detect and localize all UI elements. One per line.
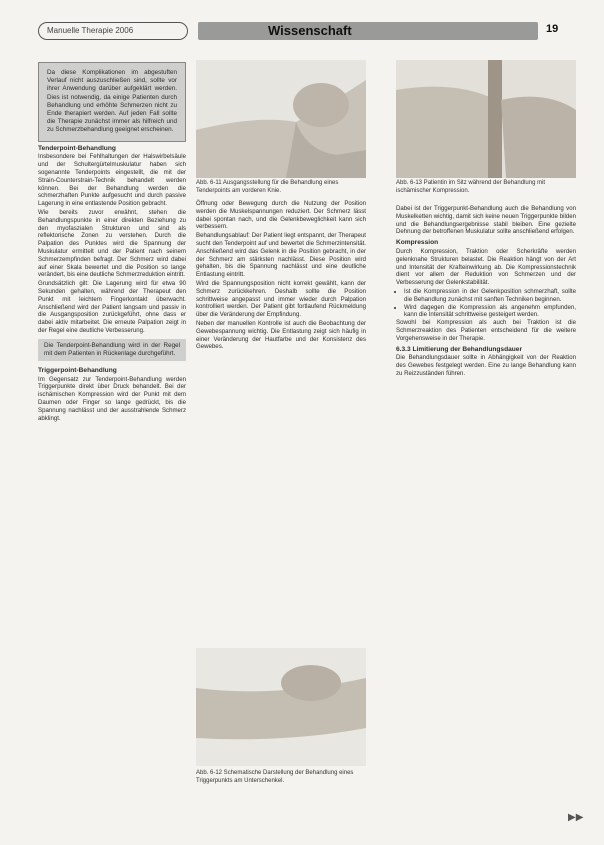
continue-arrows-icon: ▶▶ [568,812,584,823]
heading-limitierung: 6.3.3 Limitierung der Behandlungsdauer [396,345,523,353]
figure-caption-3: Abb. 6-13 Patientin im Sitz während der Behandlung mit ischämischer Kompression. [396,180,546,194]
photo-shoulder [396,60,576,178]
paragraph: Dabei ist der Triggerpunkt-Behandlung auch die Behandlung von Muskelketten wichtig, damit sich keine neuen Triggerpunkte bilden und die Behandlungsergebnisse stabil bleiben. Eine gezielte Dehnung der betroffenen Muskulatur sollte anschließend erfolgen. [396,205,576,236]
paragraph: Durch Kompression, Traktion oder Scherkräfte werden gelenknahe Strukturen belastet. Die Reaktion hängt von der Art und Intensität der Krafteinwirkung ab. Die Kompressionstechnik dient vor allem der Reduktion von Schmerzen und der Verbesserung der Gelenkstabilität. [396,247,576,287]
paragraph: Behandlungsablauf: Der Patient liegt entspannt, der Therapeut sucht den Tenderpoint auf und bewertet die Schmerzintensität. Anschließend wird das Gelenk in die Position gebracht, in der der Schmerz am stärksten nachlässt. Diese Position wird gehalten, bis die Spannung nachlässt und eine deutliche Entlastung eintritt. [196,232,366,279]
list-item: • Wird dagegen die Kompression als angenehm empfunden, kann die Intensität schrittweise gesteigert werden. [404,304,576,320]
paragraph: Grundsätzlich gilt: Die Lagerung wird für etwa 90 Sekunden gehalten, während der Therapeut den Punkt mit leichtem Fingerkontakt überwacht. Anschließend wird der Patient langsam und passiv in die Ausgangsposition zurückgeführt, ohne dass er dabei aktiv mitarbeitet. Die erneute Palpation zeigt in der Regel eine deutliche Verbesserung. [38,280,186,334]
figure-caption-1: Abb. 6-11 Ausgangsstellung für die Behandlung eines Tenderpoints am vorderen Knie. [196,180,339,194]
bullet-list [396,288,576,319]
paragraph: Öffnung oder Bewegung durch die Nutzung der Position werden die Muskelspannungen reduziert. Der Schmerz lässt dabei spontan nach, und die Gelenkbeweglichkeit kann sich verbessern. [196,200,366,231]
photo-knee [196,60,366,178]
photo-leg [196,648,366,766]
paragraph: Die Behandlungsdauer sollte in Abhängigkeit von der Reaktion des Gewebes festgelegt werden. Eine zu lange Behandlung kann zu Reizzuständen führen. [396,354,576,377]
list-item: • Ist die Kompression in der Gelenkposition schmerzhaft, sollte die Behandlung zunächst mit sanften Techniken beginnen. [404,288,576,304]
paragraph: Neben der manuellen Kontrolle ist auch die Beobachtung der Gewebespannung wichtig. Die Entlastung zeigt sich häufig in einer Veränderung der Hautfarbe und der Konsistenz des Gewebes. [196,319,366,351]
paragraph: Wird die Spannungsposition nicht korrekt gewählt, kann der Schmerz zurückkehren. Deshalb sollte die Position schrittweise angepasst und immer wieder durch Palpation kontrolliert werden. Der Patient gibt fortlaufend Rückmeldung über die Veränderung der Empfindung. [196,279,366,319]
section-title: Wissenschaft [268,23,352,38]
section-bar [198,22,538,40]
middle-column [196,200,366,352]
left-column [38,62,186,423]
paragraph: Wie bereits zuvor erwähnt, stehen die Behandlungspunkte in einer direkten Beziehung zu den myofaszialen Strukturen und sind als reflektorische Zonen zu verstehen. Durch die Palpation des Punktes wird die Spannung der Muskulatur ermittelt und der Patient nach seinem Schmerzempfinden befragt. Der Schmerz wird dabei auf einer Skala bewertet und die Position so lange verändert, bis eine deutliche Schmerzreduktion eintritt. [38,209,186,279]
highlight-box: Die Tenderpoint-Behandlung wird in der Regel mit dem Patienten in Rückenlage durchgeführt. [38,339,186,361]
journal-title: Manuelle Therapie 2006 [38,22,188,40]
info-box: Da diese Komplikationen im abgestuften Verlauf nicht auszuschließen sind, sollte vor ihrer Anwendung darüber aufgeklärt werden. Dies ist notwendig, da einige Patienten durch Behandlung und erhöhte Schmerzen nicht zu Ende therapiert werden. Auf jeden Fall sollte die Therapie zunächst immer als hilfreich und zu Schmerzbehandlung geeignet erscheinen. [38,62,186,142]
page-header [38,20,578,42]
paragraph: Im Gegensatz zur Tenderpoint-Behandlung werden Triggerpunkte direkt über Druck behandelt. Bei der ischämischen Kompression wird der Punkt mit dem Daumen oder Finger so lange gedrückt, bis die Spannung nachlässt und der ausstrahlende Schmerz abklingt. [38,375,186,422]
heading-tenderpoint: Tenderpoint-Behandlung [38,144,116,152]
figure-caption-2: Abb. 6-12 Schematische Darstellung der Behandlung eines Triggerpunkts am Unterschenkel. [196,770,354,784]
right-column [396,205,576,379]
heading-kompression: Kompression [396,239,439,247]
paragraph: Insbesondere bei Fehlhaltungen der Halswirbelsäule und der Schultergürtelmuskulatur haben sich sogenannte Tenderpoints eingestellt, die mit der Strain-Counterstrain-Technik behandelt werden können. Bei der Behandlung werden die schmerzhaften Punkte aufgesucht und durch passive Lagerung in eine entlastende Position gebracht. [38,153,186,208]
page-number: 19 [546,23,559,35]
heading-triggerpoint: Triggerpoint-Behandlung [38,366,117,374]
paragraph: Sowohl bei Kompression als auch bei Traktion ist die Schmerzreaktion des Patienten entscheidend für die weitere Vorgehensweise in der Therapie. [396,319,576,342]
